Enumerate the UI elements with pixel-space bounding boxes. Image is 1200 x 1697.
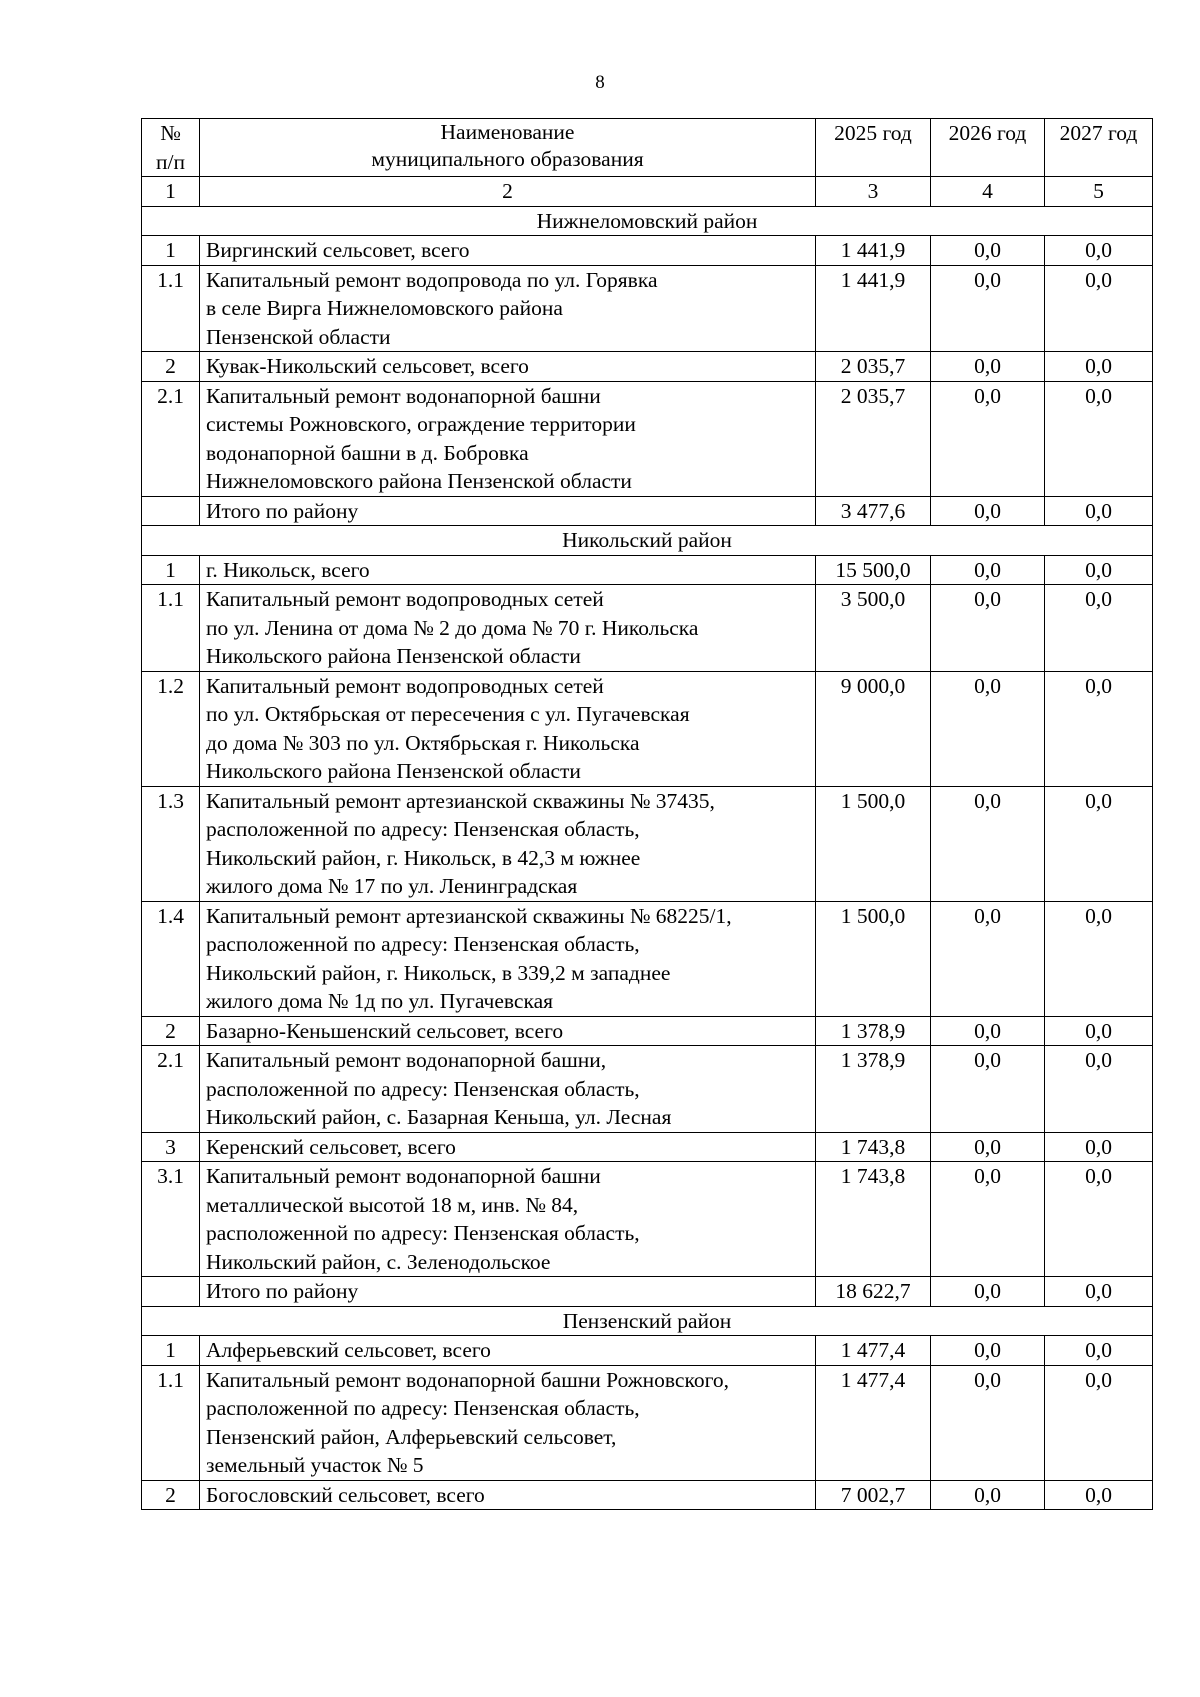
table-row [142, 1365, 1153, 1480]
value-2025: 1 477,4 [816, 1336, 931, 1366]
row-number [142, 1277, 200, 1307]
column-number: 2 [200, 177, 816, 207]
row-name-line: Нижнеломовского района Пензенской области [206, 469, 632, 493]
row-number [142, 496, 200, 526]
column-number: 3 [816, 177, 931, 207]
row-name [200, 1277, 816, 1307]
table-row [142, 1132, 1153, 1162]
value-2026: 0,0 [931, 236, 1045, 266]
column-number: 4 [931, 177, 1045, 207]
value-2025: 2 035,7 [816, 352, 931, 382]
row-name-line: расположенной по адресу: Пензенская область, [206, 1076, 640, 1101]
row-number: 2 [142, 1480, 200, 1510]
value-2025: 1 477,4 [816, 1365, 931, 1480]
row-name [200, 671, 816, 786]
value-2026: 0,0 [931, 1336, 1045, 1366]
value-2027: 0,0 [1045, 671, 1153, 786]
row-name-line: жилого дома № 17 по ул. Ленинградская [206, 874, 578, 898]
value-2027: 0,0 [1045, 1480, 1153, 1510]
value-2026: 0,0 [931, 1016, 1045, 1046]
value-2027: 0,0 [1045, 236, 1153, 266]
row-name-line: Итого по району [206, 1279, 359, 1303]
value-2025: 1 378,9 [816, 1046, 931, 1133]
row-name [200, 236, 816, 266]
row-name-line: Никольского района Пензенской области [206, 759, 581, 783]
table-row [142, 1277, 1153, 1307]
value-2026: 0,0 [931, 786, 1045, 901]
row-name-line: расположенной по адресу: Пензенская область, [206, 1396, 640, 1420]
row-name-line: по ул. Ленина от дома № 2 до дома № 70 г. Никольска [206, 615, 699, 640]
value-2027: 0,0 [1045, 381, 1153, 496]
value-2027: 0,0 [1045, 1336, 1153, 1366]
section-title: Нижнеломовский район [142, 206, 1153, 236]
row-name [200, 1480, 816, 1510]
value-2027: 0,0 [1045, 555, 1153, 585]
value-2027: 0,0 [1045, 1016, 1153, 1046]
row-name [200, 1365, 816, 1480]
row-name-line: Никольский район, г. Никольск, в 42,3 м южнее [206, 845, 641, 870]
row-name [200, 496, 816, 526]
value-2025: 1 500,0 [816, 901, 931, 1016]
row-name-line: Керенский сельсовет, всего [206, 1134, 456, 1159]
row-name-line: Алферьевский сельсовет, всего [206, 1338, 491, 1362]
value-2025: 3 477,6 [816, 496, 931, 526]
row-name-line: металлической высотой 18 м, инв. № 84, [206, 1192, 579, 1217]
row-name-line: Капитальный ремонт артезианской скважины № 68225/1, [206, 903, 732, 928]
row-name-line: жилого дома № 1д по ул. Пугачевская [206, 989, 554, 1013]
table-row [142, 1336, 1153, 1366]
value-2027: 0,0 [1045, 901, 1153, 1016]
value-2026: 0,0 [931, 1162, 1045, 1277]
row-number: 1 [142, 1336, 200, 1366]
table-row [142, 1046, 1153, 1133]
row-number: 2.1 [142, 1046, 200, 1133]
row-name-line: Пензенский район, Алферьевский сельсовет, [206, 1424, 617, 1449]
row-name-line: водонапорной башни в д. Бобровка [206, 440, 529, 465]
row-name-line: в селе Вирга Нижнеломовского района [206, 296, 563, 320]
row-name [200, 786, 816, 901]
row-name-line: Капитальный ремонт водонапорной башни [206, 383, 601, 408]
table-row [142, 352, 1153, 382]
value-2027: 0,0 [1045, 496, 1153, 526]
row-number: 3.1 [142, 1162, 200, 1277]
header-name-cell [200, 119, 816, 177]
value-2027: 0,0 [1045, 352, 1153, 382]
value-2025: 1 378,9 [816, 1016, 931, 1046]
row-name [200, 1336, 816, 1366]
header-name-line: муниципального образования [371, 147, 644, 171]
section-row [142, 1306, 1153, 1336]
row-name [200, 901, 816, 1016]
value-2027: 0,0 [1045, 585, 1153, 672]
row-name [200, 1132, 816, 1162]
row-name-line: Капитальный ремонт водопроводных сетей [206, 587, 604, 611]
row-name-line: системы Рожновского, ограждение территории [206, 412, 636, 436]
row-number: 1 [142, 236, 200, 266]
row-name-line: Пензенской области [206, 324, 391, 349]
value-2025: 18 622,7 [816, 1277, 931, 1307]
row-name [200, 1162, 816, 1277]
row-number: 3 [142, 1132, 200, 1162]
row-name-line: г. Никольск, всего [206, 557, 370, 582]
table-row [142, 585, 1153, 672]
row-name-line: расположенной по адресу: Пензенская область, [206, 932, 640, 956]
row-name-line: до дома № 303 по ул. Октябрьская г. Никольска [206, 730, 640, 755]
value-2025: 3 500,0 [816, 585, 931, 672]
row-name-line: Капитальный ремонт водонапорной башни Рожновского, [206, 1367, 729, 1392]
value-2025: 2 035,7 [816, 381, 931, 496]
value-2025: 1 743,8 [816, 1132, 931, 1162]
row-name-line: Никольский район, с. Базарная Кеньша, ул. Лесная [206, 1105, 672, 1129]
row-name-line: Никольского района Пензенской области [206, 644, 581, 668]
row-name [200, 555, 816, 585]
row-name [200, 1046, 816, 1133]
value-2025: 15 500,0 [816, 555, 931, 585]
table-row [142, 555, 1153, 585]
table-row [142, 671, 1153, 786]
row-number: 1.2 [142, 671, 200, 786]
value-2027: 0,0 [1045, 1132, 1153, 1162]
value-2027: 0,0 [1045, 265, 1153, 352]
header-2025: 2025 год [816, 119, 931, 177]
row-name [200, 381, 816, 496]
row-name [200, 352, 816, 382]
value-2025: 1 743,8 [816, 1162, 931, 1277]
header-2026: 2026 год [931, 119, 1045, 177]
value-2026: 0,0 [931, 381, 1045, 496]
value-2026: 0,0 [931, 352, 1045, 382]
value-2027: 0,0 [1045, 1162, 1153, 1277]
row-name [200, 265, 816, 352]
row-name-line: Кувак-Никольский сельсовет, всего [206, 354, 529, 378]
row-name-line: земельный участок № 5 [206, 1453, 424, 1477]
row-name-line: Итого по району [206, 498, 359, 523]
row-number: 1.1 [142, 585, 200, 672]
table-row [142, 236, 1153, 266]
value-2026: 0,0 [931, 1365, 1045, 1480]
value-2027: 0,0 [1045, 1046, 1153, 1133]
section-row [142, 206, 1153, 236]
value-2026: 0,0 [931, 901, 1045, 1016]
row-name-line: по ул. Октябрьская от пересечения с ул. Пугачевская [206, 702, 690, 726]
value-2026: 0,0 [931, 1046, 1045, 1133]
row-number: 1.3 [142, 786, 200, 901]
value-2026: 0,0 [931, 585, 1045, 672]
value-2026: 0,0 [931, 555, 1045, 585]
table-row [142, 496, 1153, 526]
table-row [142, 786, 1153, 901]
column-number: 1 [142, 177, 200, 207]
value-2026: 0,0 [931, 671, 1045, 786]
row-number: 1.1 [142, 265, 200, 352]
row-number: 1 [142, 555, 200, 585]
value-2026: 0,0 [931, 1132, 1045, 1162]
value-2026: 0,0 [931, 1277, 1045, 1307]
value-2025: 9 000,0 [816, 671, 931, 786]
header-number-line: № [160, 121, 181, 145]
section-title: Пензенский район [142, 1306, 1153, 1336]
header-2027: 2027 год [1045, 119, 1153, 177]
table-row [142, 381, 1153, 496]
value-2026: 0,0 [931, 265, 1045, 352]
column-numbers-row [142, 177, 1153, 207]
table-row [142, 265, 1153, 352]
table-row [142, 1016, 1153, 1046]
row-name-line: Капитальный ремонт водонапорной башни [206, 1164, 601, 1188]
row-name-line: Богословский сельсовет, всего [206, 1482, 485, 1507]
row-name-line: Виргинский сельсовет, всего [206, 238, 470, 262]
value-2026: 0,0 [931, 1480, 1045, 1510]
row-name-line: Никольский район, с. Зеленодольское [206, 1249, 551, 1274]
row-name-line: Капитальный ремонт водопроводных сетей [206, 673, 604, 698]
row-name-line: Базарно-Кеньшенский сельсовет, всего [206, 1018, 564, 1043]
section-row [142, 526, 1153, 556]
value-2026: 0,0 [931, 496, 1045, 526]
row-name [200, 585, 816, 672]
row-name-line: расположенной по адресу: Пензенская область, [206, 1221, 640, 1245]
header-row [142, 119, 1153, 177]
value-2025: 1 441,9 [816, 265, 931, 352]
row-number: 2.1 [142, 381, 200, 496]
row-name-line: Капитальный ремонт водопровода по ул. Горявка [206, 267, 658, 292]
header-name-line: Наименование [440, 120, 575, 144]
value-2027: 0,0 [1045, 1365, 1153, 1480]
row-number: 1.4 [142, 901, 200, 1016]
row-number: 1.1 [142, 1365, 200, 1480]
budget-table [141, 118, 1153, 1510]
row-name-line: Капитальный ремонт артезианской скважины № 37435, [206, 788, 715, 813]
table-row [142, 1480, 1153, 1510]
row-number: 2 [142, 1016, 200, 1046]
value-2025: 1 500,0 [816, 786, 931, 901]
value-2025: 1 441,9 [816, 236, 931, 266]
table-row [142, 1162, 1153, 1277]
section-title: Никольский район [142, 526, 1153, 556]
table-row [142, 901, 1153, 1016]
row-name-line: Капитальный ремонт водонапорной башни, [206, 1048, 607, 1072]
row-name-line: расположенной по адресу: Пензенская область, [206, 817, 640, 841]
value-2025: 7 002,7 [816, 1480, 931, 1510]
page-number: 8 [595, 72, 605, 93]
header-number-line: п/п [156, 149, 185, 174]
row-name-line: Никольский район, г. Никольск, в 339,2 м западнее [206, 960, 671, 985]
column-number: 5 [1045, 177, 1153, 207]
value-2027: 0,0 [1045, 786, 1153, 901]
header-number-cell [142, 119, 200, 177]
row-number: 2 [142, 352, 200, 382]
row-name [200, 1016, 816, 1046]
value-2027: 0,0 [1045, 1277, 1153, 1307]
